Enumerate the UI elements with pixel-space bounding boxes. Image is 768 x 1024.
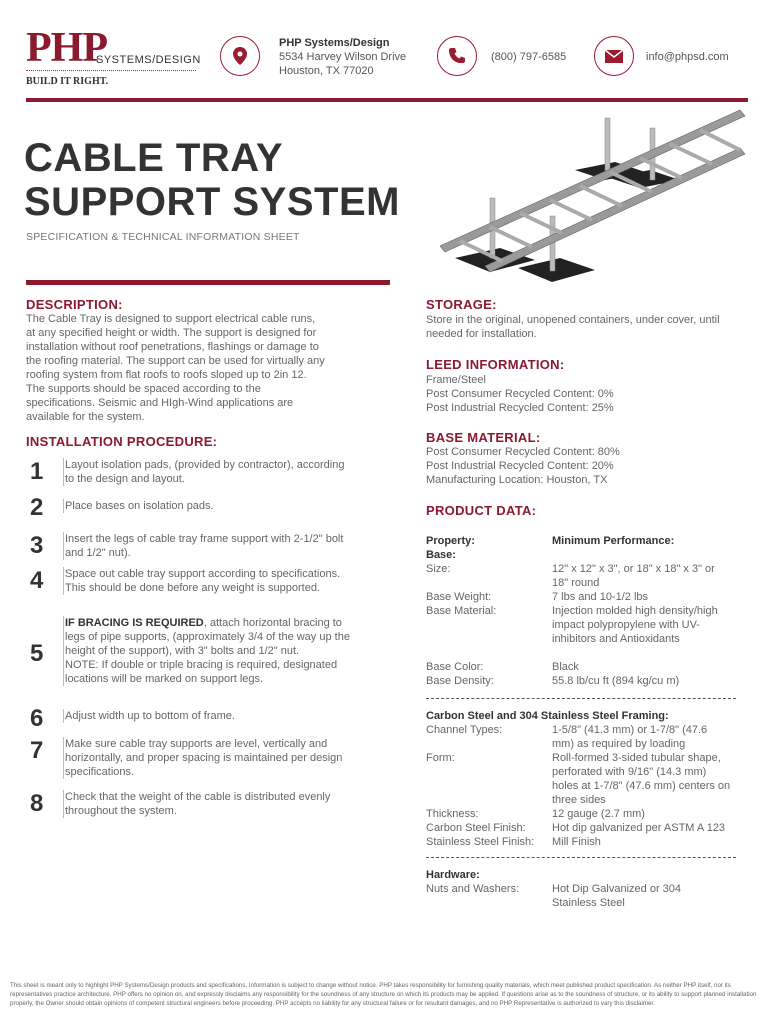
logo-tagline: BUILD IT RIGHT. [26, 76, 109, 87]
leed-heading: LEED INFORMATION: [426, 357, 565, 372]
divider [426, 857, 736, 858]
section-rule [26, 280, 390, 285]
product-data-heading: PRODUCT DATA: [426, 503, 537, 518]
envelope-icon [594, 36, 634, 76]
page-subtitle: SPECIFICATION & TECHNICAL INFORMATION SHEET [26, 231, 300, 243]
base-material-heading: BASE MATERIAL: [426, 430, 541, 445]
storage-text: Store in the original, unopened containers, under cover, until needed for installation. [426, 314, 720, 340]
email-link[interactable]: info@phpsd.com [646, 51, 729, 63]
bracing-note: NOTE: If double or triple bracing is required, designated locations will be marked on support legs. [65, 659, 338, 685]
location-pin-icon [220, 36, 260, 76]
header-rule [26, 98, 748, 102]
logo-php: PHP [26, 25, 107, 71]
address-line-1: 5534 Harvey Wilson Drive [279, 51, 407, 63]
leed-info: Frame/Steel Post Consumer Recycled Content: 0% Post Industrial Recycled Content: 25% [426, 374, 614, 414]
page-title: CABLE TRAY SUPPORT SYSTEM [24, 136, 400, 224]
description-text: The Cable Tray is designed to support electrical cable runs, at any specified height or width. The support is designed for installation without roof penetrations, flashings or damage to the roofing material. The support can be used for virtually any roofing system from flat roofs to roofs sloped up to 2in 12. The supports should be spaced according to the specifications. Seismic and HIgh-Wind applications are available for the system. [26, 313, 325, 423]
logo-subtitle: SYSTEMS/DESIGN [96, 54, 201, 66]
divider [426, 698, 736, 699]
company-name: PHP Systems/Design [279, 37, 390, 49]
installation-heading: INSTALLATION PROCEDURE: [26, 434, 218, 449]
product-data-table: Property: Minimum Performance: Base: Size: 12" x 12" x 3", or 18" x 18" x 3" or 18" round Base Weight: 7 lbs and 10-1/2 lbs Base Material: Injection molded high density/high impact polypropylene with UV-inhibitors and Antioxidants Base Color: Black Base Density: 55.8 lb/cu ft (894 kg/cu m) Carbon Steel and 304 Stainless Steel Framing: Channel Types: 1-5/8" (41.3 mm) or 1-7/8" (47.6 mm) as required by loading Form: Roll-formed 3-sided tubular shape, perforated with 9/16" (14.3 mm) holes at 1-7/8" (47.6 mm) centers on three sides Thickness: 12 gauge (2.7 mm) Carbon Steel Finish: Hot dip galvanized per ASTM A 123 Stainless Steel Finish: Mill Finish Hardware: Nuts and Washers: Hot Dip Galvanized or 304 Stainless Steel [426, 534, 746, 914]
bracing-bold: IF BRACING IS REQUIRED [65, 617, 204, 629]
description-heading: DESCRIPTION: [26, 297, 123, 312]
storage-heading: STORAGE: [426, 297, 497, 312]
logo-divider [26, 70, 196, 71]
base-material-info: Post Consumer Recycled Content: 80% Post Industrial Recycled Content: 20% Manufacturing Location: Houston, TX [426, 446, 620, 486]
company-address [279, 36, 406, 78]
disclaimer: This sheet is meant only to highlight PHP Systems/Design products and specifications. Information is subject to change without notice. PHP takes responsibility for furnishing quality materials, which meet published product specification. As neither PHP itself, nor its representatives practice architecture, PHP offers no opinion on, and expressly disclaims any responsibility for the soundness of any structure on which its products may be applied. If questions arise as to the soundness of structure, or its ability to support planned installation properly, the Owner should obtain opinions of competent structural engineers before proceeding. PHP accepts no liability for any structural failure or for resultant damages, and no PHP Representative is authorized to vary this disclaimer. [10, 982, 757, 1007]
address-line-2: Houston, TX 77020 [279, 65, 374, 77]
phone-number[interactable]: (800) 797-6585 [491, 51, 567, 63]
phone-icon [437, 36, 477, 76]
cable-tray-illustration [440, 108, 750, 288]
